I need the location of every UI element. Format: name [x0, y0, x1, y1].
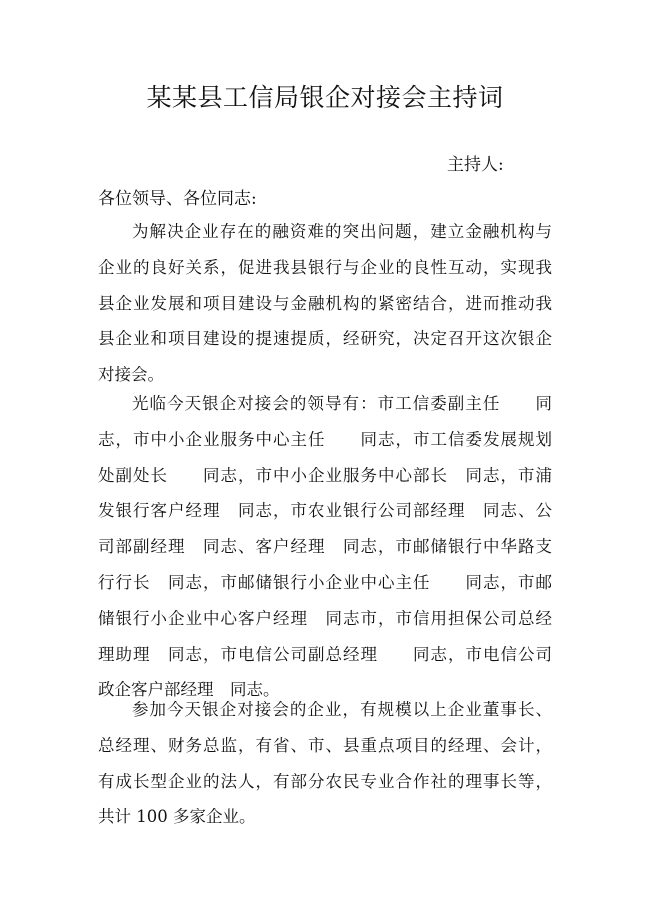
paragraph-line: 政企客户部经理 同志。 — [98, 680, 280, 700]
salutation: 各位领导、各位同志: — [98, 189, 257, 209]
paragraph-line: 行行长 同志，市邮储银行小企业中心主任 同志，市邮 — [98, 572, 552, 592]
paragraph-line: 县企业和项目建设的提速提质，经研究，决定召开这次银企 — [98, 329, 552, 349]
paragraph-line: 发银行客户经理 同志，市农业银行公司部经理 同志、公 — [98, 501, 552, 521]
paragraph-purpose — [98, 214, 552, 393]
paragraph-line: 志，市中小企业服务中心主任 同志，市工信委发展规划 — [98, 429, 552, 449]
paragraph-line: 县企业发展和项目建设与金融机构的紧密结合，进而推动我 — [98, 293, 552, 313]
paragraph-line: 总经理、财务总监，有省、市、县重点项目的经理、会计， — [98, 735, 552, 755]
paragraph-line: 处副处长 同志，市中小企业服务中心部长 同志，市浦 — [98, 465, 552, 485]
paragraph-line: 理助理 同志，市电信公司副总经理 同志，市电信公司 — [98, 644, 552, 664]
paragraph-participating-enterprises — [98, 692, 552, 835]
paragraph-line: 企业的良好关系，促进我县银行与企业的良性互动，实现我 — [98, 257, 552, 277]
paragraph-line: 共计 100 多家企业。 — [98, 807, 256, 827]
paragraph-line: 有成长型企业的法人，有部分农民专业合作社的理事长等， — [98, 771, 552, 791]
paragraph-line: 对接会。 — [98, 365, 164, 385]
paragraph-line: 参加今天银企对接会的企业，有规模以上企业董事长、 — [132, 700, 552, 719]
host-label: 主持人: — [447, 155, 504, 175]
paragraph-attending-leaders — [98, 386, 552, 708]
paragraph-line: 光临今天银企对接会的领导有：市工信委副主任 同 — [132, 394, 552, 413]
document-title: 某某县工信局银企对接会主持词 — [146, 83, 504, 112]
paragraph-line: 司部副经理 同志、客户经理 同志，市邮储银行中华路支 — [98, 537, 552, 557]
paragraph-line: 为解决企业存在的融资难的突出问题，建立金融机构与 — [132, 222, 552, 241]
paragraph-line: 储银行小企业中心客户经理 同志市，市信用担保公司总经 — [98, 608, 552, 628]
